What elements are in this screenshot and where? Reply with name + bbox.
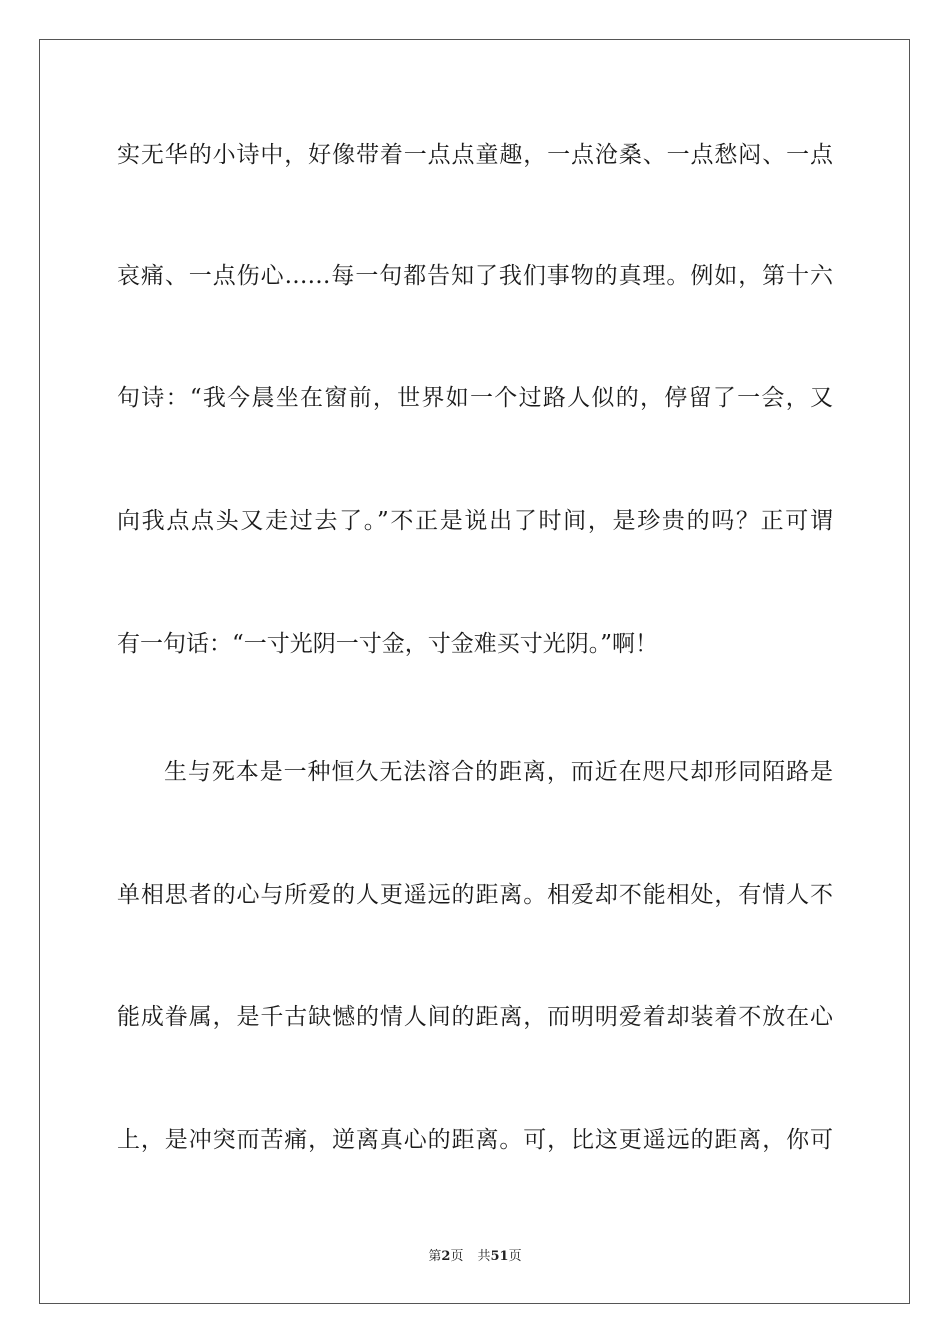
page-border [39, 39, 910, 1304]
page-prefix: 第 [428, 1249, 442, 1264]
paragraph-first-line: 生与死本是一种恒久无法溶合的距离，而近在咫尺却形同陌路是 [164, 759, 833, 785]
text-line: 实无华的小诗中，好像带着一点点童趣，一点沧桑、一点愁闷、一点 [117, 142, 833, 168]
text-line: 句诗：“我今晨坐在窗前，世界如一个过路人似的，停留了一会，又 [117, 385, 833, 411]
text-line: 能成眷属，是千古缺憾的情人间的距离，而明明爱着却装着不放在心 [117, 1004, 833, 1030]
total-pages: 51 [490, 1249, 509, 1264]
text-line: 哀痛、一点伤心……每一句都告知了我们事物的真理。例如，第十六 [117, 263, 833, 289]
page-number: 2 [441, 1249, 451, 1264]
total-suffix: 页 [508, 1249, 522, 1264]
text-line: 上，是冲突而苦痛，逆离真心的距离。可，比这更遥远的距离，你可 [117, 1127, 833, 1153]
page-footer [0, 1248, 950, 1266]
text-line: 单相思者的心与所爱的人更遥远的距离。相爱却不能相处，有情人不 [117, 882, 833, 908]
text-line: 有一句话：“一寸光阴一寸金，寸金难买寸光阴。”啊！ [117, 631, 659, 657]
page-suffix: 页 [450, 1249, 464, 1264]
text-line: 向我点点头又走过去了。”不正是说出了时间，是珍贵的吗？正可谓 [117, 508, 833, 534]
total-prefix: 共 [477, 1249, 491, 1264]
